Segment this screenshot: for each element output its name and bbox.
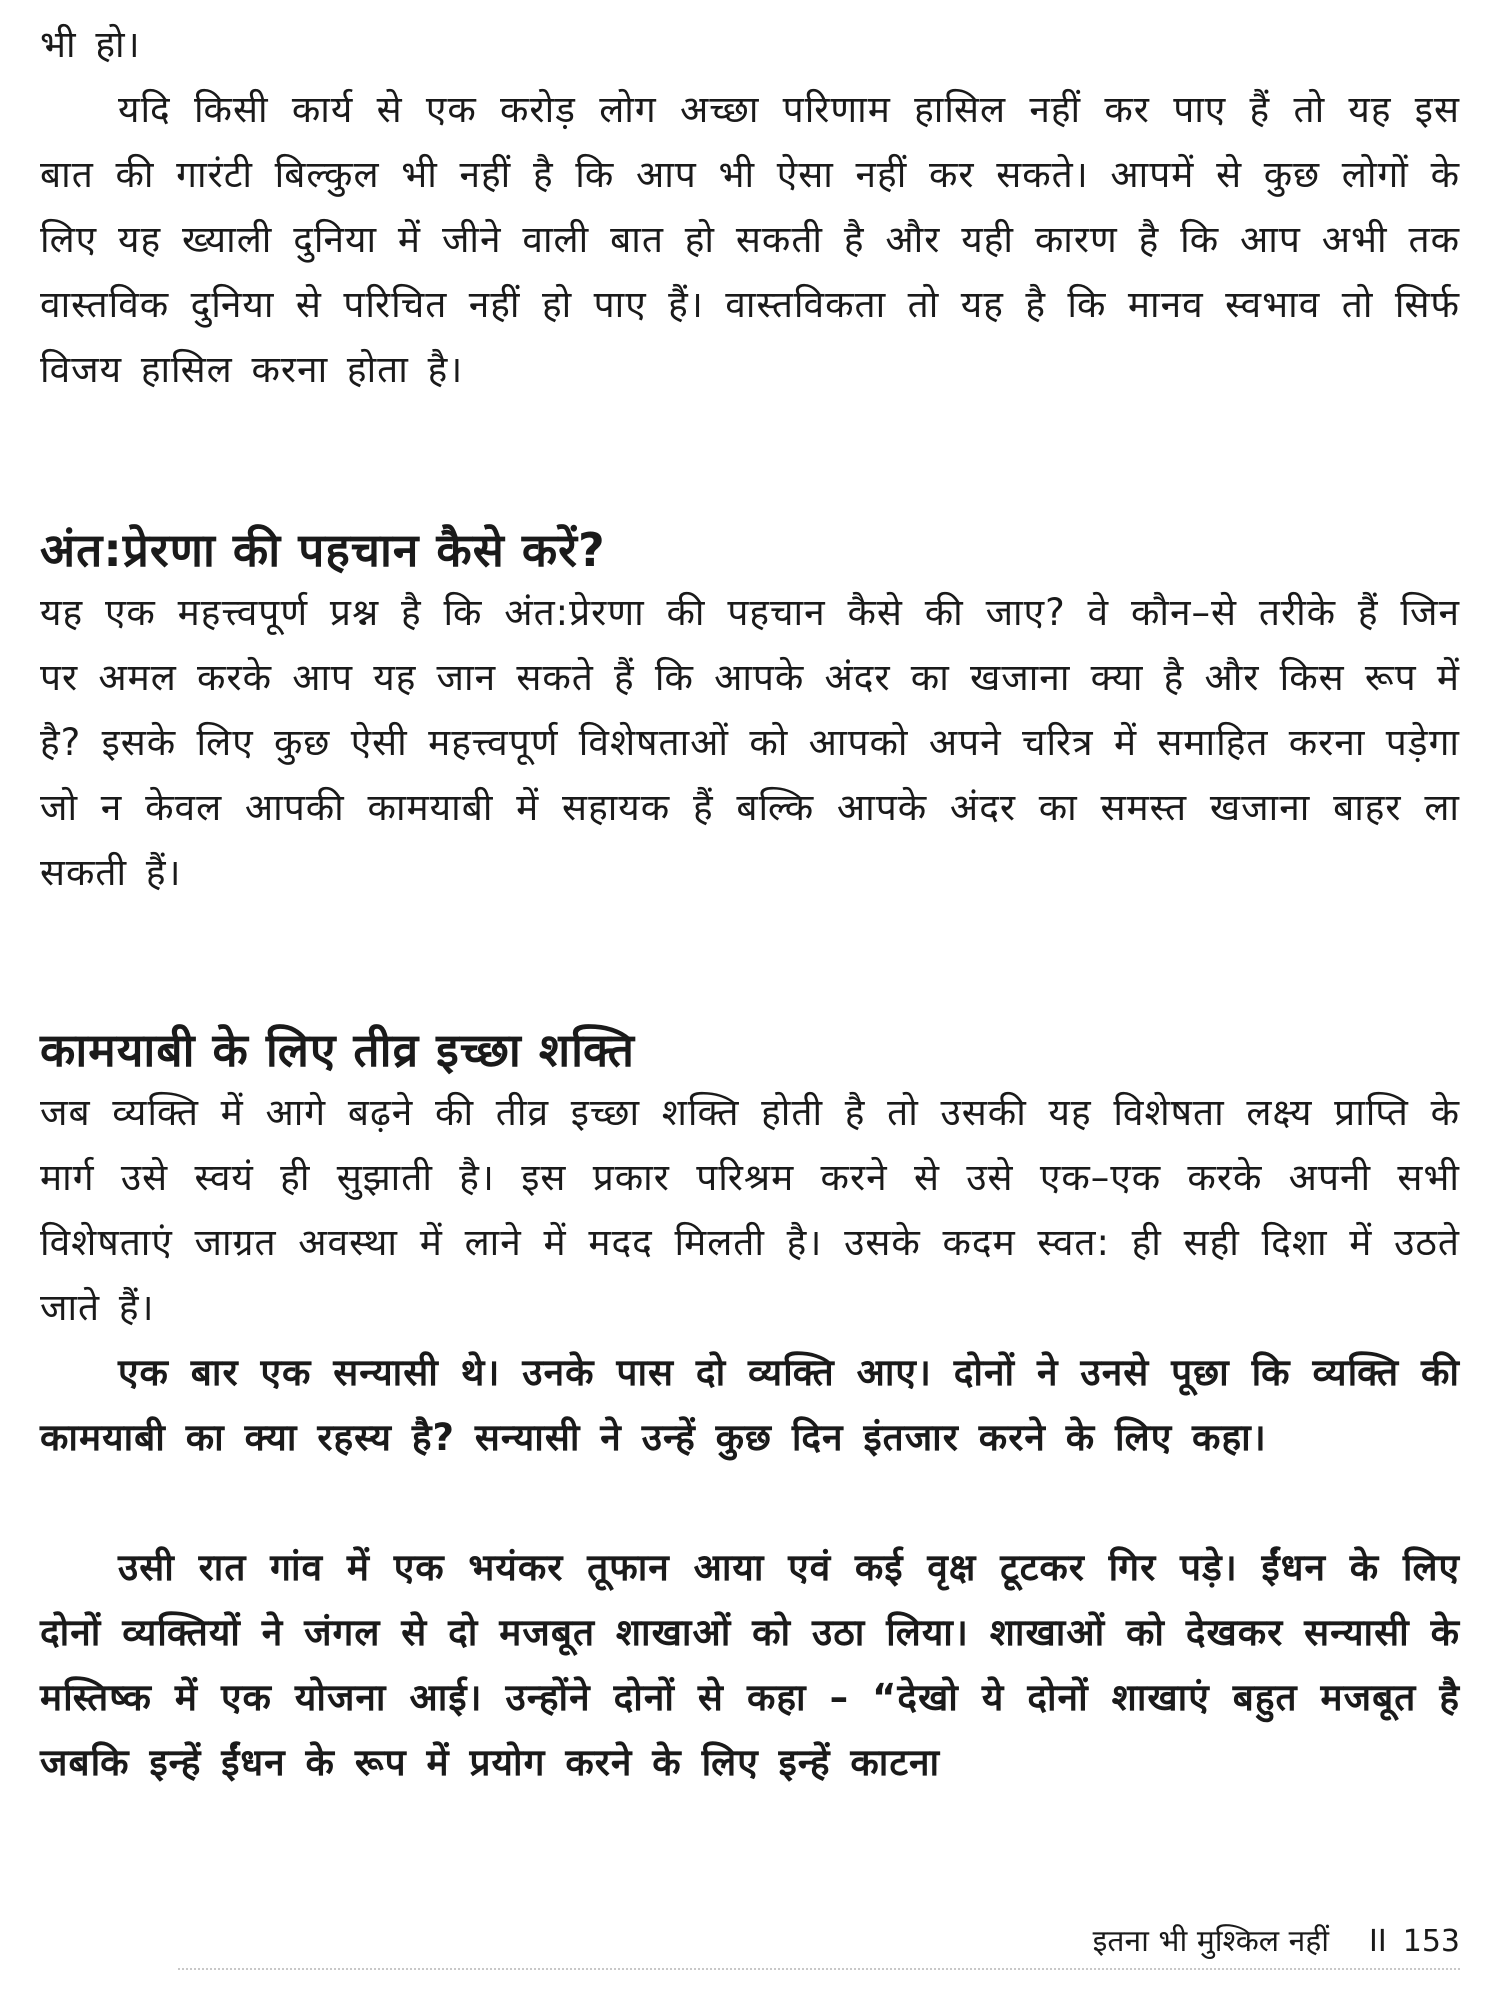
running-title: इतना भी मुश्किल नहीं — [1092, 1924, 1330, 1959]
paragraph-continuation: भी हो। — [40, 23, 141, 66]
paragraph-story-1: एक बार एक सन्यासी थे। उनके पास दो व्यक्ति आए। दोनों ने उनसे पूछा कि व्यक्ति की कामयाबी का क्या रहस्य है? सन्यासी ने उन्हें कुछ दिन इंतजार करने के लिए कहा। — [40, 1351, 1460, 1459]
section-heading-willpower: कामयाबी के लिए तीव्र इच्छा शक्ति — [40, 1023, 635, 1077]
paragraph-story-2: उसी रात गांव में एक भयंकर तूफान आया एवं कई वृक्ष टूटकर गिर पड़े। ईंधन के लिए दोनों व्यक्तियों ने जंगल से दो मजबूत शाखाओं को उठा लिया। शाखाओं को देखकर सन्यासी के मस्तिष्क में एक योजना आई। उन्होंने दोनों से कहा – “देखो ये दोनों शाखाएं बहुत मजबूत है जबकि इन्हें ईंधन के रूप में प्रयोग करने के लिए इन्हें काटना — [40, 1546, 1460, 1784]
footer-separator: II — [1369, 1924, 1387, 1959]
paragraph-willpower: जब व्यक्ति में आगे बढ़ने की तीव्र इच्छा शक्ति होती है तो उसकी यह विशेषता लक्ष्य प्राप्ति के मार्ग उसे स्वयं ही सुझाती है। इस प्रकार परिश्रम करने से उसे एक–एक करके अपनी सभी विशेषताएं जाग्रत अवस्था में लाने में मदद मिलती है। उसके कदम स्वत: ही सही दिशा में उठते जाते हैं। — [40, 1091, 1460, 1329]
footer-divider — [178, 1968, 1460, 1970]
page-footer — [1093, 1922, 1460, 1962]
paragraph-inner-inspiration: यह एक महत्त्वपूर्ण प्रश्न है कि अंत:प्रेरणा की पहचान कैसे की जाए? वे कौन–से तरीके हैं जिन पर अमल करके आप यह जान सकते हैं कि आपके अंदर का खजाना क्या है और किस रूप में है? इसके लिए कुछ ऐसी महत्त्वपूर्ण विशेषताओं को आपको अपने चरित्र में समाहित करना पड़ेगा जो न केवल आपकी कामयाबी में सहायक हैं बल्कि आपके अंदर का समस्त खजाना बाहर ला सकती हैं। — [40, 591, 1460, 894]
section-heading-inner-inspiration: अंत:प्रेरणा की पहचान कैसे करें? — [40, 523, 606, 577]
page-number: 153 — [1402, 1924, 1460, 1959]
paragraph-intro: यदि किसी कार्य से एक करोड़ लोग अच्छा परिणाम हासिल नहीं कर पाए हैं तो यह इस बात की गारंटी बिल्कुल भी नहीं है कि आप भी ऐसा नहीं कर सकते। आपमें से कुछ लोगों के लिए यह ख्याली दुनिया में जीने वाली बात हो सकती है और यही कारण है कि आप अभी तक वास्तविक दुनिया से परिचित नहीं हो पाए हैं। वास्तविकता तो यह है कि मानव स्वभाव तो सिर्फ विजय हासिल करना होता है। — [40, 88, 1460, 391]
